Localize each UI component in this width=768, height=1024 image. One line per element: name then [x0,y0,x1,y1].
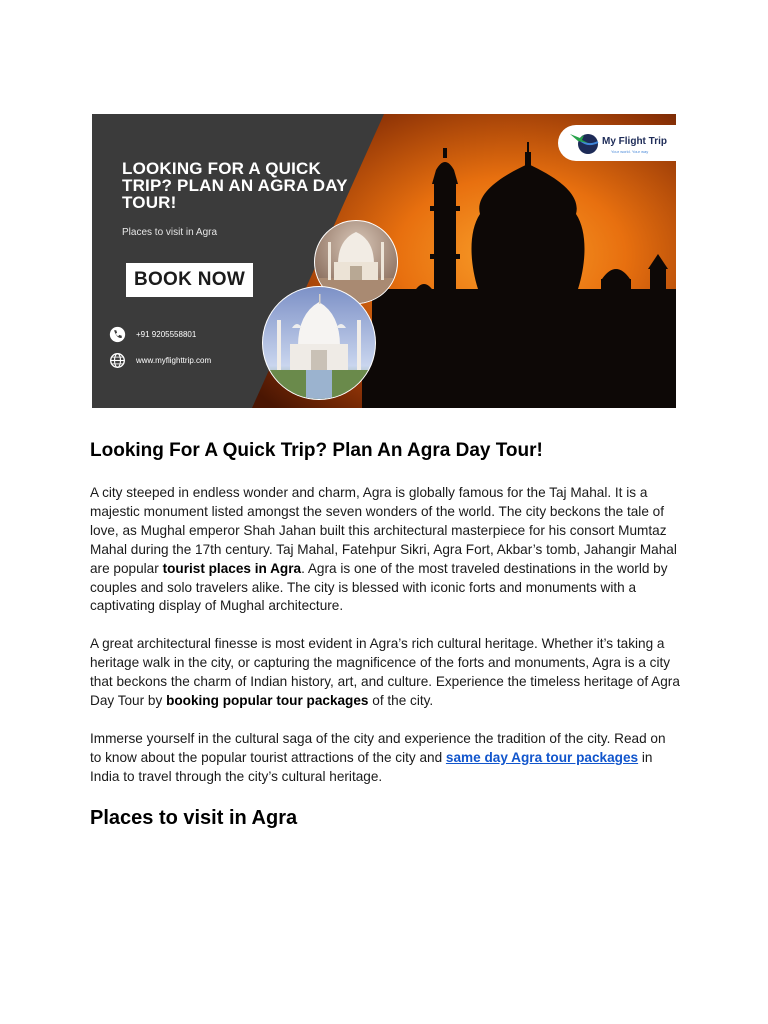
immerse-paragraph [90,730,680,787]
heritage-text-1: A great architectural finesse is most evident in Agra’s rich cultural heritage. Whether it’s taking a heritage walk in the city, or capturing the magnificence of the forts and monuments, Agra is a city that beckons the charm of Indian history, art, and culture. Experience the timeless heritage of Agra Day Tour by [90,636,680,709]
globe-icon [109,352,126,369]
phone-icon [109,326,126,343]
logo-tagline: Your world. Your way [611,149,649,154]
intro-text-1: A city steeped in endless wonder and charm, Agra is globally famous for the Taj Mahal. It is a majestic monument listed amongst the seven wonders of the world. The city beckons the tale of love, as Mughal emperor Shah Jahan built this architectural masterpiece for his consort Mumtaz Mahal during the 17th century. Taj Mahal, Fatehpur Sikri, Agra Fort, Akbar’s tomb, Jahangir Mahal are popular [90,485,677,576]
plane-globe-icon [566,125,606,161]
phone-number: +91 9205558801 [136,330,197,339]
website-contact [109,352,211,369]
book-now-button[interactable]: BOOK NOW [126,263,253,297]
website-url[interactable]: www.myflighttrip.com [136,356,212,365]
immerse-text-1: Immerse yourself in the cultural saga of the city and experience the tradition of the city. Read on to know about the popular tourist attractions of the city and [90,730,666,765]
article-heading: Looking For A Quick Trip? Plan An Agra Day Tour! [90,440,543,461]
heritage-bold: booking popular tour packages [166,693,369,709]
heritage-text-2: of the city. [368,693,434,709]
banner-title: LOOKING FOR A QUICK TRIP? PLAN AN AGRA DAY TOUR! [122,159,348,212]
hero-banner [92,114,676,408]
logo-name: My Flight Trip [602,136,667,147]
heritage-paragraph [90,635,680,711]
intro-bold: tourist places in Agra [162,560,302,576]
brand-logo [558,125,676,161]
banner-subtitle: Places to visit in Agra [122,227,218,238]
tour-packages-link[interactable]: same day Agra tour packages [445,749,639,765]
phone-contact [109,326,196,343]
places-heading: Places to visit in Agra [90,806,298,829]
intro-text-2: . Agra is one of the most traveled destinations in the world by couples and solo travelers alike. The city is blessed with iconic forts and monuments with a captivating display of Mughal architecture. [90,560,668,614]
immerse-text-2: in India to travel through the city’s cultural heritage. [90,749,653,784]
article [90,440,680,830]
intro-paragraph [90,484,680,616]
